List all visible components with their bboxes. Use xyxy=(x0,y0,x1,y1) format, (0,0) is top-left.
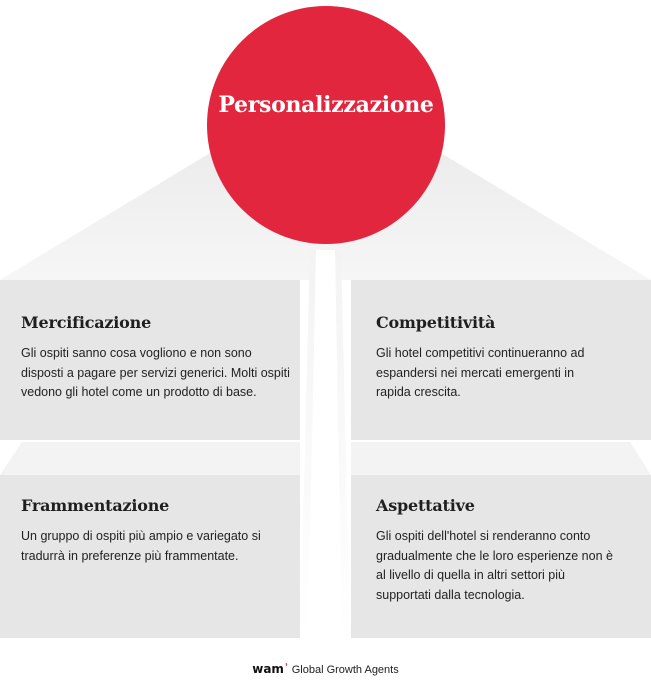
brand-accent-icon: ʼ xyxy=(284,662,288,673)
card-title: Competitività xyxy=(376,313,496,332)
card-frammentazione xyxy=(21,496,291,566)
card-aspettative xyxy=(376,496,646,605)
card-title: Mercificazione xyxy=(21,313,152,332)
card-text: Gli hotel competitivi continueranno ad espandersi nei mercati emergenti in rapida crescita. xyxy=(376,346,585,399)
center-label: Personalizzazione xyxy=(218,92,434,118)
panel-bottom-left-bevel xyxy=(0,442,300,475)
card-mercificazione xyxy=(21,313,291,403)
card-text: Gli ospiti dell'hotel si renderanno conto gradualmente che le loro esperienze non è al livello di quella in altri settori più supportati dalla tecnologia. xyxy=(376,529,613,602)
center-circle xyxy=(207,6,445,244)
footer xyxy=(0,662,651,676)
card-title: Frammentazione xyxy=(21,496,170,515)
brand-tagline: Global Growth Agents xyxy=(291,664,399,676)
panel-bottom-right-bevel xyxy=(351,442,651,475)
card-text: Un gruppo di ospiti più ampio e variegato si tradurrà in preferenze più frammentate. xyxy=(21,529,261,563)
card-text: Gli ospiti sanno cosa vogliono e non sono disposti a pagare per servizi generici. Molti ospiti vedono gli hotel come un prodotto di base. xyxy=(21,346,290,399)
card-competitivita xyxy=(376,313,646,403)
card-title: Aspettative xyxy=(376,496,475,515)
brand-logo: wam xyxy=(252,662,284,676)
